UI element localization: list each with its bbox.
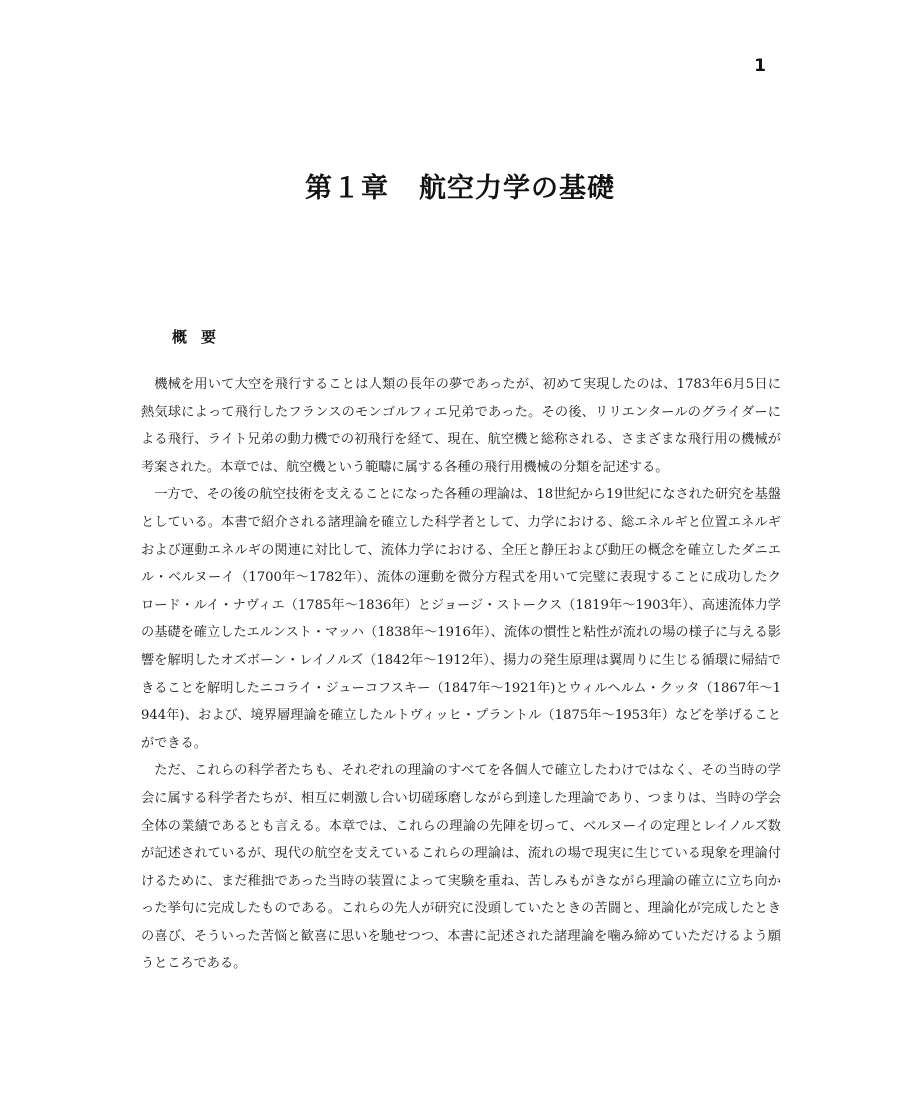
paragraph: 機械を用いて大空を飛行することは人類の長年の夢であったが、初めて実現したのは、1783年6月5日に熱気球によって飛行したフランスのモンゴルフィエ兄弟であった。その後、リリエンタールのグライダーによる飛行、ライト兄弟の動力機での初飛行を経て、現在、航空機と総称される、さまざまな飛行用の機械が考案された。本章では、航空機という範疇に属する各種の飛行用機械の分類を記述する。 — [141, 377, 781, 475]
body-text — [141, 371, 781, 978]
section-heading: 概要 — [172, 328, 231, 346]
paragraph: 一方で、その後の航空技術を支えることになった各種の理論は、18世紀から19世紀になされた研究を基盤としている。本書で紹介される諸理論を確立した科学者として、力学における、総エネルギと位置エネルギおよび運動エネルギの関連に対比して、流体力学における、全圧と静圧および動圧の概念を確立したダニエル・ベルヌーイ（1700年～1782年）、流体の運動を微分方程式を用いて完璧に表現することに成功したクロード・ルイ・ナヴィエ（1785年～1836年）とジョージ・ストークス（1819年～1903年）、高速流体力学の基礎を確立したエルンスト・マッハ（1838年～1916年）、流体の慣性と粘性が流れの場の様子に与える影響を解明したオズボーン・レイノルズ（1842年～1912年）、揚力の発生原理は翼周りに生じる循環に帰結できることを解明したニコライ・ジューコフスキー（1847年～1921年)とウィルヘルム・クッタ（1867年～1944年)、および、境界層理論を確立したルトヴィッヒ・プラントル（1875年～1953年）などを挙げることができる。 — [141, 487, 781, 751]
chapter-label: 第１章 — [305, 173, 389, 204]
chapter-title — [0, 166, 920, 205]
paragraph: ただ、これらの科学者たちも、それぞれの理論のすべてを各個人で確立したわけではなく、その当時の学会に属する科学者たちが、相互に刺激し合い切磋琢磨しながら到達した理論であり、つまりは、当時の学会全体の業績であるとも言える。本章では、これらの理論の先陣を切って、ベルヌーイの定理とレイノルズ数が記述されているが、現代の航空を支えているこれらの理論は、流れの場で現実に生じている現象を理論付けるために、まだ稚拙であった当時の装置によって実験を重ね、苦しみもがきながら理論の確立に立ち向かった挙句に完成したものである。これらの先人が研究に没頭していたときの苦闘と、理論化が完成したときの喜び、そういった苦悩と歓喜に思いを馳せつつ、本書に記述された諸理論を噛み締めていただけるよう願うところである。 — [141, 763, 781, 972]
chapter-title-text: 航空力学の基礎 — [419, 173, 615, 204]
page-number: 1 — [754, 56, 766, 76]
